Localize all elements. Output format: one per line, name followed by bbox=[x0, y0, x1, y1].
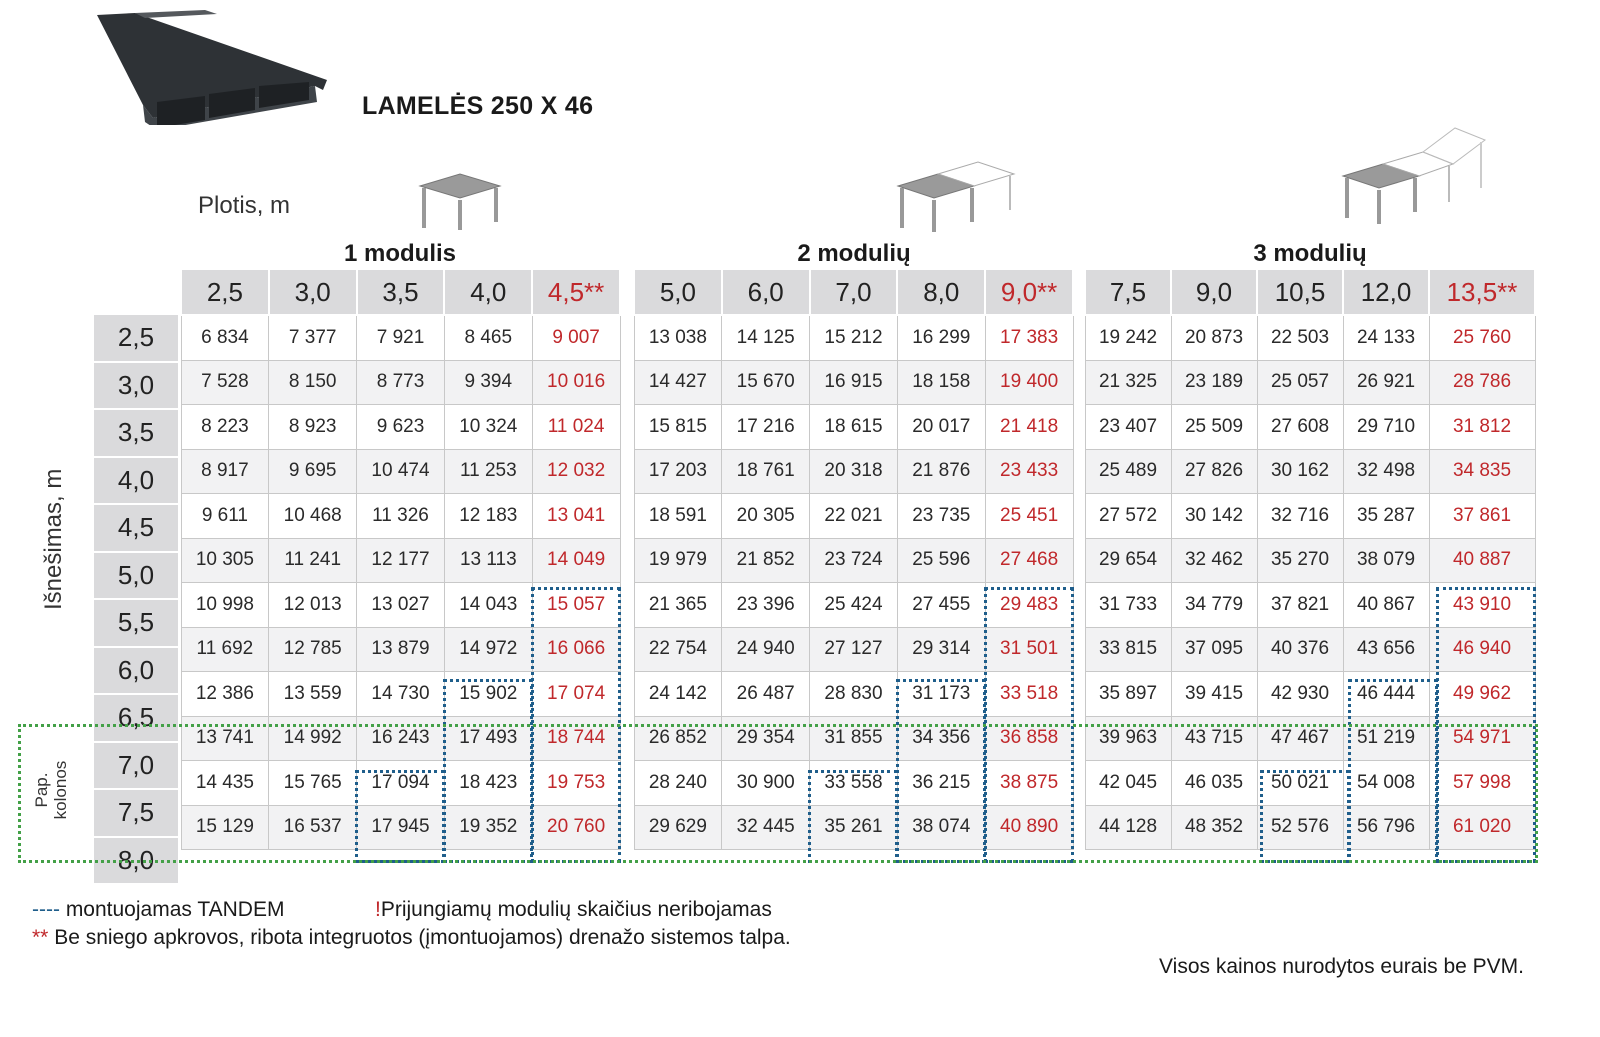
price-cell: 34 356 bbox=[897, 716, 985, 761]
price-cell: 11 024 bbox=[532, 405, 620, 450]
price-cell: 17 074 bbox=[532, 672, 620, 717]
price-cell: 6 834 bbox=[181, 315, 269, 360]
price-cell: 11 241 bbox=[269, 538, 357, 583]
depth-row-header: 2,5 bbox=[93, 314, 179, 362]
price-cell: 18 615 bbox=[810, 405, 898, 450]
depth-row-header: 5,5 bbox=[93, 599, 179, 647]
price-cell: 34 835 bbox=[1429, 449, 1535, 494]
price-cell: 25 509 bbox=[1171, 405, 1257, 450]
depth-row-header: 8,0 bbox=[93, 837, 179, 885]
price-cell: 10 324 bbox=[444, 405, 532, 450]
price-cell: 22 503 bbox=[1257, 315, 1343, 360]
price-cell: 38 079 bbox=[1343, 538, 1429, 583]
price-cell: 35 897 bbox=[1085, 672, 1171, 717]
price-cell: 20 760 bbox=[532, 805, 620, 850]
price-cell: 38 074 bbox=[897, 805, 985, 850]
price-cell: 8 923 bbox=[269, 405, 357, 450]
price-cell: 31 812 bbox=[1429, 405, 1535, 450]
price-cell: 29 629 bbox=[634, 805, 722, 850]
price-cell: 7 377 bbox=[269, 315, 357, 360]
price-cell: 39 963 bbox=[1085, 716, 1171, 761]
price-cell: 8 150 bbox=[269, 360, 357, 405]
legend-snow-mark: ** bbox=[32, 926, 49, 949]
page-title: LAMELĖS 250 X 46 bbox=[362, 92, 594, 120]
price-cell: 32 498 bbox=[1343, 449, 1429, 494]
extra-columns-outline bbox=[18, 724, 1538, 863]
group-title-2: 2 modulių bbox=[797, 240, 911, 267]
price-cell: 13 113 bbox=[444, 538, 532, 583]
price-cell: 33 815 bbox=[1085, 627, 1171, 672]
price-cell: 40 376 bbox=[1257, 627, 1343, 672]
price-cell: 29 354 bbox=[722, 716, 810, 761]
price-cell: 21 852 bbox=[722, 538, 810, 583]
price-cell: 13 559 bbox=[269, 672, 357, 717]
price-cell: 23 724 bbox=[810, 538, 898, 583]
price-cell: 15 765 bbox=[269, 761, 357, 806]
table-row bbox=[1085, 494, 1535, 539]
table-row bbox=[1085, 315, 1535, 360]
width-axis-label: Plotis, m bbox=[198, 192, 291, 219]
price-cell: 8 465 bbox=[444, 315, 532, 360]
price-cell: 48 352 bbox=[1171, 805, 1257, 850]
width-column-header: 4,0 bbox=[444, 269, 532, 315]
price-cell: 13 027 bbox=[357, 583, 445, 628]
price-cell: 37 861 bbox=[1429, 494, 1535, 539]
table-row bbox=[181, 449, 620, 494]
price-cell: 15 670 bbox=[722, 360, 810, 405]
width-column-header: 2,5 bbox=[181, 269, 269, 315]
price-cell: 23 433 bbox=[985, 449, 1073, 494]
price-cell: 27 826 bbox=[1171, 449, 1257, 494]
price-cell: 17 216 bbox=[722, 405, 810, 450]
price-cell: 11 692 bbox=[181, 627, 269, 672]
price-cell: 12 013 bbox=[269, 583, 357, 628]
price-cell: 42 930 bbox=[1257, 672, 1343, 717]
price-cell: 28 786 bbox=[1429, 360, 1535, 405]
price-cell: 20 305 bbox=[722, 494, 810, 539]
price-cell: 14 972 bbox=[444, 627, 532, 672]
price-cell: 31 501 bbox=[985, 627, 1073, 672]
table-row bbox=[1085, 405, 1535, 450]
price-cell: 25 489 bbox=[1085, 449, 1171, 494]
price-cell: 25 057 bbox=[1257, 360, 1343, 405]
price-cell: 51 219 bbox=[1343, 716, 1429, 761]
price-cell: 29 483 bbox=[985, 583, 1073, 628]
price-cell: 50 021 bbox=[1257, 761, 1343, 806]
depth-row-header: 3,5 bbox=[93, 409, 179, 457]
price-cell: 31 855 bbox=[810, 716, 898, 761]
table-row bbox=[634, 360, 1073, 405]
price-cell: 32 445 bbox=[722, 805, 810, 850]
price-cell: 16 066 bbox=[532, 627, 620, 672]
price-cell: 57 998 bbox=[1429, 761, 1535, 806]
price-cell: 25 451 bbox=[985, 494, 1073, 539]
price-cell: 9 611 bbox=[181, 494, 269, 539]
price-cell: 43 715 bbox=[1171, 716, 1257, 761]
lamella-profile-image bbox=[95, 10, 345, 125]
vat-footnote: Visos kainos nurodytos eurais be PVM. bbox=[1159, 955, 1524, 978]
price-cell: 46 035 bbox=[1171, 761, 1257, 806]
price-cell: 37 095 bbox=[1171, 627, 1257, 672]
width-column-header: 7,0 bbox=[810, 269, 898, 315]
price-cell: 14 049 bbox=[532, 538, 620, 583]
price-cell: 8 223 bbox=[181, 405, 269, 450]
price-cell: 34 779 bbox=[1171, 583, 1257, 628]
price-cell: 35 270 bbox=[1257, 538, 1343, 583]
price-cell: 15 212 bbox=[810, 315, 898, 360]
price-cell: 19 242 bbox=[1085, 315, 1171, 360]
price-cell: 16 915 bbox=[810, 360, 898, 405]
width-column-header: 5,0 bbox=[634, 269, 722, 315]
price-cell: 16 243 bbox=[357, 716, 445, 761]
price-cell: 46 444 bbox=[1343, 672, 1429, 717]
legend-snow bbox=[32, 926, 791, 950]
price-cell: 15 902 bbox=[444, 672, 532, 717]
price-cell: 7 921 bbox=[357, 315, 445, 360]
price-cell: 10 474 bbox=[357, 449, 445, 494]
price-cell: 26 487 bbox=[722, 672, 810, 717]
price-cell: 61 020 bbox=[1429, 805, 1535, 850]
price-cell: 47 467 bbox=[1257, 716, 1343, 761]
legend-tandem-mark: ---- bbox=[32, 898, 60, 921]
price-cell: 20 873 bbox=[1171, 315, 1257, 360]
price-cell: 40 887 bbox=[1429, 538, 1535, 583]
price-cell: 10 305 bbox=[181, 538, 269, 583]
width-column-header: 9,0** bbox=[985, 269, 1073, 315]
legend-tandem-text: montuojamas TANDEM bbox=[59, 898, 285, 921]
width-column-header: 4,5** bbox=[532, 269, 620, 315]
table-row bbox=[181, 315, 620, 360]
table-row bbox=[1085, 360, 1535, 405]
price-cell: 40 867 bbox=[1343, 583, 1429, 628]
table-row bbox=[181, 494, 620, 539]
table-row bbox=[181, 405, 620, 450]
price-cell: 33 518 bbox=[985, 672, 1073, 717]
price-cell: 28 240 bbox=[634, 761, 722, 806]
pergola-1-module-icon bbox=[412, 172, 507, 232]
price-cell: 15 057 bbox=[532, 583, 620, 628]
price-cell: 42 045 bbox=[1085, 761, 1171, 806]
legend-snow-text: Be sniego apkrovos, ribota integruotos (įmontuojamos) drenažo sistemos talpa. bbox=[48, 926, 791, 949]
price-cell: 54 971 bbox=[1429, 716, 1535, 761]
price-cell: 23 407 bbox=[1085, 405, 1171, 450]
price-cell: 27 455 bbox=[897, 583, 985, 628]
table-row bbox=[181, 538, 620, 583]
legend-unlimited bbox=[375, 898, 772, 922]
price-cell: 17 383 bbox=[985, 315, 1073, 360]
price-cell: 35 261 bbox=[810, 805, 898, 850]
price-cell: 13 038 bbox=[634, 315, 722, 360]
table-row bbox=[634, 315, 1073, 360]
width-column-header: 7,5 bbox=[1085, 269, 1171, 315]
price-cell: 54 008 bbox=[1343, 761, 1429, 806]
table-row bbox=[634, 449, 1073, 494]
price-cell: 27 468 bbox=[985, 538, 1073, 583]
price-cell: 13 041 bbox=[532, 494, 620, 539]
width-column-header: 9,0 bbox=[1171, 269, 1257, 315]
price-cell: 30 900 bbox=[722, 761, 810, 806]
table-row bbox=[1085, 449, 1535, 494]
price-cell: 23 396 bbox=[722, 583, 810, 628]
price-cell: 13 879 bbox=[357, 627, 445, 672]
price-cell: 38 875 bbox=[985, 761, 1073, 806]
price-cell: 12 386 bbox=[181, 672, 269, 717]
price-cell: 29 654 bbox=[1085, 538, 1171, 583]
price-cell: 24 142 bbox=[634, 672, 722, 717]
price-cell: 19 979 bbox=[634, 538, 722, 583]
price-cell: 37 821 bbox=[1257, 583, 1343, 628]
price-cell: 20 318 bbox=[810, 449, 898, 494]
price-cell: 36 215 bbox=[897, 761, 985, 806]
price-cell: 18 744 bbox=[532, 716, 620, 761]
depth-row-header: 4,5 bbox=[93, 504, 179, 552]
price-cell: 17 493 bbox=[444, 716, 532, 761]
price-cell: 36 858 bbox=[985, 716, 1073, 761]
price-cell: 9 007 bbox=[532, 315, 620, 360]
price-cell: 14 427 bbox=[634, 360, 722, 405]
table-row bbox=[1085, 538, 1535, 583]
price-cell: 17 945 bbox=[357, 805, 445, 850]
price-cell: 9 623 bbox=[357, 405, 445, 450]
depth-row-header: 7,0 bbox=[93, 742, 179, 790]
width-column-header: 8,0 bbox=[897, 269, 985, 315]
price-cell: 21 876 bbox=[897, 449, 985, 494]
price-cell: 35 287 bbox=[1343, 494, 1429, 539]
extra-columns-label-line-1: Pap. bbox=[32, 772, 51, 808]
price-cell: 21 418 bbox=[985, 405, 1073, 450]
depth-row-header: 3,0 bbox=[93, 362, 179, 410]
price-cell: 19 352 bbox=[444, 805, 532, 850]
price-cell: 10 998 bbox=[181, 583, 269, 628]
width-column-header: 13,5** bbox=[1429, 269, 1535, 315]
depth-row-header: 4,0 bbox=[93, 457, 179, 505]
price-cell: 14 125 bbox=[722, 315, 810, 360]
depth-row-header: 5,0 bbox=[93, 552, 179, 600]
price-cell: 15 129 bbox=[181, 805, 269, 850]
price-cell: 43 656 bbox=[1343, 627, 1429, 672]
price-cell: 11 253 bbox=[444, 449, 532, 494]
price-cell: 27 572 bbox=[1085, 494, 1171, 539]
price-cell: 12 785 bbox=[269, 627, 357, 672]
price-cell: 11 326 bbox=[357, 494, 445, 539]
price-cell: 14 435 bbox=[181, 761, 269, 806]
price-cell: 32 462 bbox=[1171, 538, 1257, 583]
price-cell: 29 314 bbox=[897, 627, 985, 672]
width-column-header: 12,0 bbox=[1343, 269, 1429, 315]
price-cell: 10 468 bbox=[269, 494, 357, 539]
price-cell: 46 940 bbox=[1429, 627, 1535, 672]
price-cell: 31 173 bbox=[897, 672, 985, 717]
price-cell: 21 365 bbox=[634, 583, 722, 628]
price-cell: 27 608 bbox=[1257, 405, 1343, 450]
price-cell: 12 183 bbox=[444, 494, 532, 539]
legend-tandem bbox=[32, 898, 284, 922]
price-cell: 29 710 bbox=[1343, 405, 1429, 450]
price-cell: 8 773 bbox=[357, 360, 445, 405]
price-cell: 49 962 bbox=[1429, 672, 1535, 717]
price-cell: 17 203 bbox=[634, 449, 722, 494]
price-cell: 27 127 bbox=[810, 627, 898, 672]
pergola-3-modules-icon bbox=[1335, 124, 1490, 234]
depth-axis-label: Išnešimas, m bbox=[40, 468, 67, 610]
price-cell: 14 730 bbox=[357, 672, 445, 717]
price-cell: 25 760 bbox=[1429, 315, 1535, 360]
legend-unlimited-text: Prijungiamų modulių skaičius neribojamas bbox=[380, 898, 772, 921]
price-cell: 23 189 bbox=[1171, 360, 1257, 405]
price-cell: 14 043 bbox=[444, 583, 532, 628]
price-cell: 10 016 bbox=[532, 360, 620, 405]
extra-columns-label-line-2: kolonos bbox=[51, 760, 70, 820]
price-cell: 22 021 bbox=[810, 494, 898, 539]
width-column-header: 3,5 bbox=[357, 269, 445, 315]
price-cell: 18 423 bbox=[444, 761, 532, 806]
price-cell: 16 299 bbox=[897, 315, 985, 360]
price-cell: 32 716 bbox=[1257, 494, 1343, 539]
price-cell: 31 733 bbox=[1085, 583, 1171, 628]
price-cell: 26 921 bbox=[1343, 360, 1429, 405]
price-cell: 12 032 bbox=[532, 449, 620, 494]
group-title-3: 3 modulių bbox=[1253, 240, 1367, 267]
depth-row-header: 6,0 bbox=[93, 647, 179, 695]
price-cell: 25 596 bbox=[897, 538, 985, 583]
price-cell: 44 128 bbox=[1085, 805, 1171, 850]
price-cell: 9 394 bbox=[444, 360, 532, 405]
price-cell: 7 528 bbox=[181, 360, 269, 405]
width-column-header: 3,0 bbox=[269, 269, 357, 315]
price-cell: 33 558 bbox=[810, 761, 898, 806]
price-cell: 24 133 bbox=[1343, 315, 1429, 360]
table-row bbox=[181, 360, 620, 405]
price-cell: 30 162 bbox=[1257, 449, 1343, 494]
price-cell: 13 741 bbox=[181, 716, 269, 761]
price-cell: 12 177 bbox=[357, 538, 445, 583]
price-cell: 23 735 bbox=[897, 494, 985, 539]
price-cell: 18 158 bbox=[897, 360, 985, 405]
price-cell: 19 753 bbox=[532, 761, 620, 806]
pergola-2-modules-icon bbox=[890, 160, 1020, 235]
price-cell: 19 400 bbox=[985, 360, 1073, 405]
price-cell: 30 142 bbox=[1171, 494, 1257, 539]
price-cell: 9 695 bbox=[269, 449, 357, 494]
table-row bbox=[634, 494, 1073, 539]
price-cell: 43 910 bbox=[1429, 583, 1535, 628]
price-cell: 15 815 bbox=[634, 405, 722, 450]
depth-row-header: 7,5 bbox=[93, 789, 179, 837]
price-cell: 39 415 bbox=[1171, 672, 1257, 717]
price-cell: 21 325 bbox=[1085, 360, 1171, 405]
width-column-header: 6,0 bbox=[722, 269, 810, 315]
price-cell: 25 424 bbox=[810, 583, 898, 628]
legend-unlimited-mark: ! bbox=[375, 898, 381, 921]
price-cell: 20 017 bbox=[897, 405, 985, 450]
depth-row-header: 6,5 bbox=[93, 694, 179, 742]
price-cell: 16 537 bbox=[269, 805, 357, 850]
price-cell: 56 796 bbox=[1343, 805, 1429, 850]
price-cell: 8 917 bbox=[181, 449, 269, 494]
table-row bbox=[634, 538, 1073, 583]
price-cell: 18 591 bbox=[634, 494, 722, 539]
price-cell: 17 094 bbox=[357, 761, 445, 806]
price-cell: 26 852 bbox=[634, 716, 722, 761]
table-row bbox=[634, 405, 1073, 450]
price-cell: 14 992 bbox=[269, 716, 357, 761]
price-cell: 18 761 bbox=[722, 449, 810, 494]
group-title-1: 1 modulis bbox=[343, 240, 457, 267]
price-cell: 24 940 bbox=[722, 627, 810, 672]
width-column-header: 10,5 bbox=[1257, 269, 1343, 315]
price-cell: 40 890 bbox=[985, 805, 1073, 850]
price-cell: 28 830 bbox=[810, 672, 898, 717]
price-cell: 52 576 bbox=[1257, 805, 1343, 850]
price-cell: 22 754 bbox=[634, 627, 722, 672]
